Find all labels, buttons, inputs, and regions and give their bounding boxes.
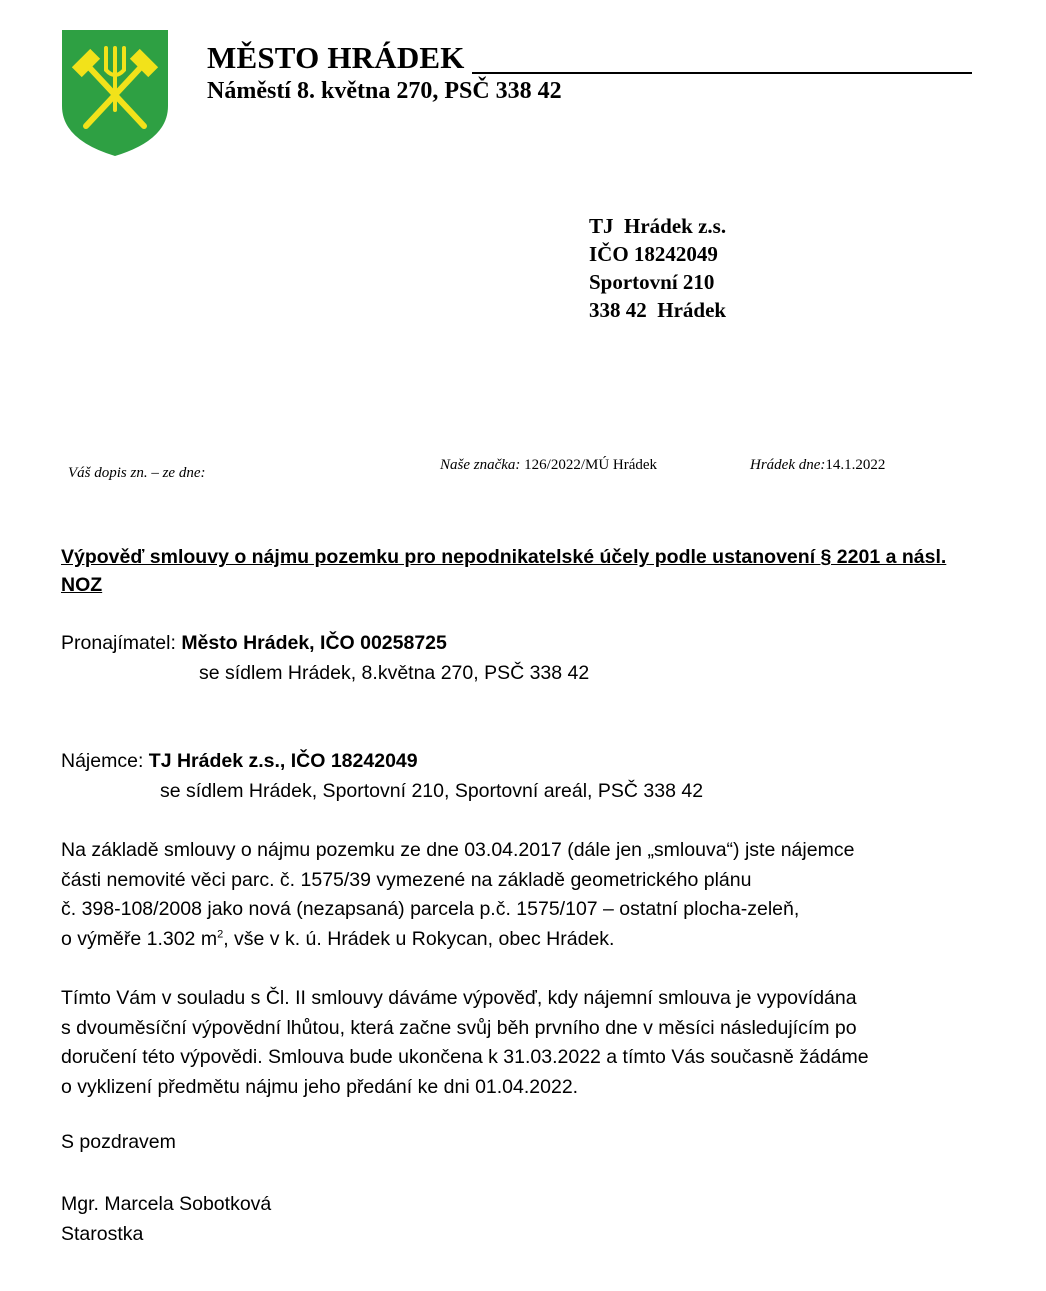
date-label: Hrádek dne: [750, 457, 826, 473]
tenant-block [61, 746, 703, 806]
our-ref-value: 126/2022/MÚ Hrádek [520, 457, 658, 473]
landlord-name: Město Hrádek, IČO 00258725 [181, 632, 447, 654]
recipient-ico: IČO 18242049 [589, 242, 718, 266]
date-value: 14.1.2022 [825, 457, 886, 473]
paragraph-line: Na základě smlouvy o nájmu pozemku ze dne 03.04.2017 (dále jen „smlouva“) jste nájemce [61, 839, 855, 861]
area-text: o výměře 1.302 m [61, 927, 218, 950]
greeting: S pozdravem [61, 1131, 176, 1153]
area-superscript: 2 [217, 928, 224, 940]
paragraph-contract [61, 836, 1001, 954]
paragraph-line: č. 398-108/2008 jako nová (nezapsaná) parcela p.č. 1575/107 – ostatní plocha-zeleň, [61, 898, 800, 920]
paragraph-line [61, 925, 1001, 955]
our-ref [440, 457, 657, 474]
area-text-rest: , vše v k. ú. Hrádek u Rokycan, obec Hrádek. [223, 927, 615, 950]
header-rule [472, 72, 972, 74]
town-address: Náměstí 8. května 270, PSČ 338 42 [207, 78, 562, 104]
paragraph-line: o vyklizení předmětu nájmu jeho předání ke dni 01.04.2022. [61, 1075, 579, 1098]
town-name: MĚSTO HRÁDEK [207, 40, 465, 75]
signer-title: Starostka [61, 1222, 144, 1245]
paragraph-line: Tímto Vám v souladu s Čl. II smlouvy dáváme výpověď, kdy nájemní smlouva je vypovídána [61, 987, 857, 1009]
landlord-label: Pronajímatel: [61, 632, 182, 654]
our-ref-label: Naše značka: [440, 457, 521, 473]
your-letter-ref [68, 465, 206, 482]
your-letter-label: Váš dopis zn. – ze dne: [68, 465, 206, 481]
landlord-seat: se sídlem Hrádek, 8.května 270, PSČ 338 42 [199, 662, 590, 684]
coat-of-arms-icon [60, 28, 170, 158]
signature-block [61, 1190, 271, 1249]
recipient-street: Sportovní 210 [589, 270, 715, 294]
tenant-seat: se sídlem Hrádek, Sportovní 210, Sportovní areál, PSČ 338 42 [160, 780, 704, 802]
tenant-label: Nájemce: [61, 750, 149, 772]
paragraph-termination [61, 984, 1001, 1102]
landlord-block [61, 628, 589, 688]
paragraph-line: části nemovité věci parc. č. 1575/39 vymezené na základě geometrického plánu [61, 868, 752, 891]
paragraph-line: s dvouměsíční výpovědní lhůtou, která začne svůj běh prvního dne v měsíci následujícím po [61, 1016, 857, 1039]
letter-date [750, 457, 885, 474]
recipient-address [589, 212, 726, 324]
signer-name: Mgr. Marcela Sobotková [61, 1193, 272, 1215]
recipient-name: TJ Hrádek z.s. [589, 214, 727, 238]
paragraph-line: doručení této výpovědi. Smlouva bude ukončena k 31.03.2022 a tímto Vás současně žádáme [61, 1046, 869, 1068]
recipient-city: 338 42 Hrádek [589, 298, 727, 322]
letter-subject: Výpověď smlouvy o nájmu pozemku pro nepodnikatelské účely podle ustanovení § 2201 a násl. NOZ [61, 546, 947, 596]
tenant-name: TJ Hrádek z.s., IČO 18242049 [148, 750, 418, 772]
